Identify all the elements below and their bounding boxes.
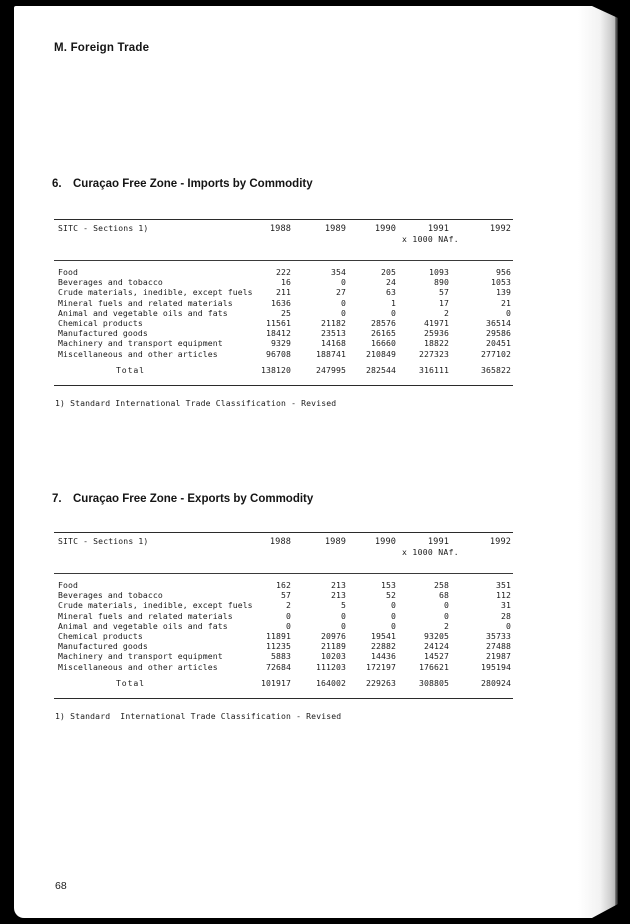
row-value: 16 — [281, 277, 291, 288]
row-value: 10203 — [321, 651, 346, 662]
table-title: Curaçao Free Zone - Imports by Commodity — [73, 178, 313, 190]
row-value: 258 — [434, 580, 449, 590]
row-value: 93205 — [424, 631, 449, 642]
row-value: 211 — [276, 287, 291, 298]
total-value: 282544 — [366, 364, 396, 375]
row-value: 25 — [281, 307, 291, 318]
total-value: 365822 — [481, 364, 511, 375]
row-value: 11891 — [266, 631, 291, 642]
row-label: Animal and vegetable oils and fats — [58, 620, 228, 631]
row-value: 188741 — [316, 348, 346, 359]
row-label: Chemical products — [58, 318, 143, 329]
row-value: 28 — [501, 610, 511, 621]
total-value: 138120 — [261, 364, 291, 375]
row-value: 14527 — [424, 651, 449, 662]
column-header-year: 1989 — [324, 537, 346, 547]
table-unit-row — [54, 547, 513, 557]
row-value: 354 — [331, 267, 346, 277]
row-label: Miscellaneous and other articles — [58, 661, 218, 672]
unit-label: x 1000 NAf. — [402, 547, 459, 557]
column-header-year: 1990 — [374, 224, 396, 234]
table-row — [54, 662, 513, 672]
row-value: 24124 — [424, 641, 449, 652]
table-number: 6. — [52, 178, 62, 190]
row-value: 0 — [286, 620, 291, 631]
table-row — [54, 611, 513, 621]
row-value: 0 — [341, 297, 346, 308]
row-value: 20976 — [321, 631, 346, 642]
row-value: 0 — [391, 620, 396, 631]
row-value: 0 — [341, 277, 346, 288]
row-label: Food — [58, 580, 78, 590]
row-value: 205 — [381, 267, 396, 277]
table-row — [54, 651, 513, 661]
row-value: 27488 — [486, 641, 511, 652]
table-row — [54, 600, 513, 610]
column-header-year: 1992 — [489, 224, 511, 234]
row-value: 2 — [286, 600, 291, 611]
row-value: 162 — [276, 580, 291, 590]
row-value: 57 — [439, 287, 449, 298]
row-value: 2 — [444, 307, 449, 318]
row-value: 0 — [506, 307, 511, 318]
row-value: 14168 — [321, 338, 346, 349]
row-value: 68 — [439, 590, 449, 601]
table-row — [54, 631, 513, 641]
row-value: 111203 — [316, 661, 346, 672]
table-caption-imports — [52, 178, 313, 190]
row-value: 25936 — [424, 328, 449, 339]
row-value: 227323 — [419, 348, 449, 359]
row-value: 35733 — [486, 631, 511, 642]
row-label: Machinery and transport equipment — [58, 651, 223, 662]
row-value: 21189 — [321, 641, 346, 652]
table-header-rule — [54, 260, 513, 261]
table-header-row — [54, 223, 513, 234]
row-value: 172197 — [366, 661, 396, 672]
row-value: 0 — [444, 600, 449, 611]
row-value: 0 — [341, 307, 346, 318]
table-row — [54, 267, 513, 277]
scanned-page-sheet — [14, 6, 618, 918]
row-value: 0 — [444, 610, 449, 621]
table-header-grid — [54, 223, 513, 244]
row-label: Miscellaneous and other articles — [58, 348, 218, 359]
row-value: 213 — [331, 590, 346, 601]
table-row — [54, 287, 513, 297]
total-label: Total — [116, 677, 145, 688]
stub-header: SITC - Sections 1) — [58, 536, 149, 546]
row-value: 277102 — [481, 348, 511, 359]
total-value: 101917 — [261, 677, 291, 688]
row-value: 21987 — [486, 651, 511, 662]
row-value: 1053 — [491, 277, 511, 288]
page-number: 68 — [55, 880, 67, 892]
row-value: 2 — [444, 620, 449, 631]
row-value: 52 — [386, 590, 396, 601]
row-value: 17 — [439, 297, 449, 308]
row-value: 0 — [341, 610, 346, 621]
column-header-year: 1992 — [489, 537, 511, 547]
table-top-rule — [54, 219, 513, 220]
row-value: 1093 — [429, 267, 449, 277]
row-value: 5 — [341, 600, 346, 611]
row-label: Mineral fuels and related materials — [58, 297, 233, 308]
row-value: 210849 — [366, 348, 396, 359]
table-row — [54, 308, 513, 318]
total-value: 280924 — [481, 677, 511, 688]
row-value: 63 — [386, 287, 396, 298]
row-value: 16660 — [371, 338, 396, 349]
row-value: 21 — [501, 297, 511, 308]
column-header-year: 1989 — [324, 224, 346, 234]
row-label: Chemical products — [58, 631, 143, 642]
total-value: 308805 — [419, 677, 449, 688]
row-value: 41971 — [424, 318, 449, 329]
table-row — [54, 328, 513, 338]
row-value: 0 — [391, 610, 396, 621]
row-value: 0 — [391, 307, 396, 318]
stub-header: SITC - Sections 1) — [58, 223, 149, 233]
table-footnote: 1) Standard International Trade Classification - Revised — [55, 711, 342, 721]
total-value: 164002 — [316, 677, 346, 688]
total-value: 247995 — [316, 364, 346, 375]
row-value: 72684 — [266, 661, 291, 672]
total-value: 229263 — [366, 677, 396, 688]
row-value: 5883 — [271, 651, 291, 662]
row-value: 0 — [506, 620, 511, 631]
row-value: 14436 — [371, 651, 396, 662]
table-caption-exports — [52, 493, 313, 505]
row-value: 1 — [391, 297, 396, 308]
row-label: Beverages and tobacco — [58, 590, 163, 601]
row-value: 29586 — [486, 328, 511, 339]
row-value: 153 — [381, 580, 396, 590]
row-value: 890 — [434, 277, 449, 288]
row-value: 1636 — [271, 297, 291, 308]
table-title: Curaçao Free Zone - Exports by Commodity — [73, 493, 314, 505]
row-value: 20451 — [486, 338, 511, 349]
table-header-grid — [54, 536, 513, 557]
row-value: 112 — [496, 590, 511, 601]
row-value: 0 — [341, 620, 346, 631]
table-header-row — [54, 536, 513, 547]
row-value: 21182 — [321, 318, 346, 329]
table-body-grid — [54, 580, 513, 689]
table-body-grid — [54, 267, 513, 376]
table-top-rule — [54, 532, 513, 533]
total-value: 316111 — [419, 364, 449, 375]
column-header-year: 1991 — [427, 537, 449, 547]
table-total-row — [54, 365, 513, 376]
row-value: 195194 — [481, 661, 511, 672]
row-value: 23513 — [321, 328, 346, 339]
column-header-year: 1991 — [427, 224, 449, 234]
row-value: 27 — [336, 287, 346, 298]
table-row — [54, 621, 513, 631]
row-value: 0 — [286, 610, 291, 621]
unit-label: x 1000 NAf. — [402, 234, 459, 244]
row-value: 9329 — [271, 338, 291, 349]
row-label: Crude materials, inedible, except fuels — [58, 287, 253, 298]
table-unit-row — [54, 234, 513, 244]
row-value: 351 — [496, 580, 511, 590]
table-row — [54, 349, 513, 359]
row-value: 139 — [496, 287, 511, 298]
row-value: 19541 — [371, 631, 396, 642]
row-label: Machinery and transport equipment — [58, 338, 223, 349]
column-header-year: 1990 — [374, 537, 396, 547]
column-header-year: 1988 — [269, 537, 291, 547]
table-row — [54, 580, 513, 590]
table-row — [54, 277, 513, 287]
total-label: Total — [116, 364, 145, 375]
row-value: 176621 — [419, 661, 449, 672]
table-footnote: 1) Standard International Trade Classification - Revised — [55, 398, 337, 408]
row-label: Food — [58, 267, 78, 277]
row-value: 18822 — [424, 338, 449, 349]
table-row — [54, 641, 513, 651]
row-value: 26165 — [371, 328, 396, 339]
row-value: 31 — [501, 600, 511, 611]
row-value: 24 — [386, 277, 396, 288]
table-row — [54, 318, 513, 328]
row-value: 22882 — [371, 641, 396, 652]
page-content — [14, 6, 618, 918]
running-head-chapter: M. Foreign Trade — [54, 42, 150, 54]
row-label: Crude materials, inedible, except fuels — [58, 600, 253, 611]
row-value: 18412 — [266, 328, 291, 339]
row-label: Beverages and tobacco — [58, 277, 163, 288]
row-value: 956 — [496, 267, 511, 277]
row-value: 11235 — [266, 641, 291, 652]
row-value: 28576 — [371, 318, 396, 329]
row-value: 0 — [391, 600, 396, 611]
column-header-year: 1988 — [269, 224, 291, 234]
row-value: 11561 — [266, 318, 291, 329]
table-row — [54, 298, 513, 308]
row-value: 57 — [281, 590, 291, 601]
table-row — [54, 338, 513, 348]
row-value: 96708 — [266, 348, 291, 359]
row-label: Manufactured goods — [58, 641, 148, 652]
row-label: Mineral fuels and related materials — [58, 610, 233, 621]
row-value: 222 — [276, 267, 291, 277]
table-total-row — [54, 678, 513, 689]
row-label: Animal and vegetable oils and fats — [58, 307, 228, 318]
row-label: Manufactured goods — [58, 328, 148, 339]
table-bottom-rule — [54, 698, 513, 699]
table-number: 7. — [52, 493, 62, 505]
table-header-rule — [54, 573, 513, 574]
row-value: 36514 — [486, 318, 511, 329]
table-bottom-rule — [54, 385, 513, 386]
table-row — [54, 590, 513, 600]
row-value: 213 — [331, 580, 346, 590]
